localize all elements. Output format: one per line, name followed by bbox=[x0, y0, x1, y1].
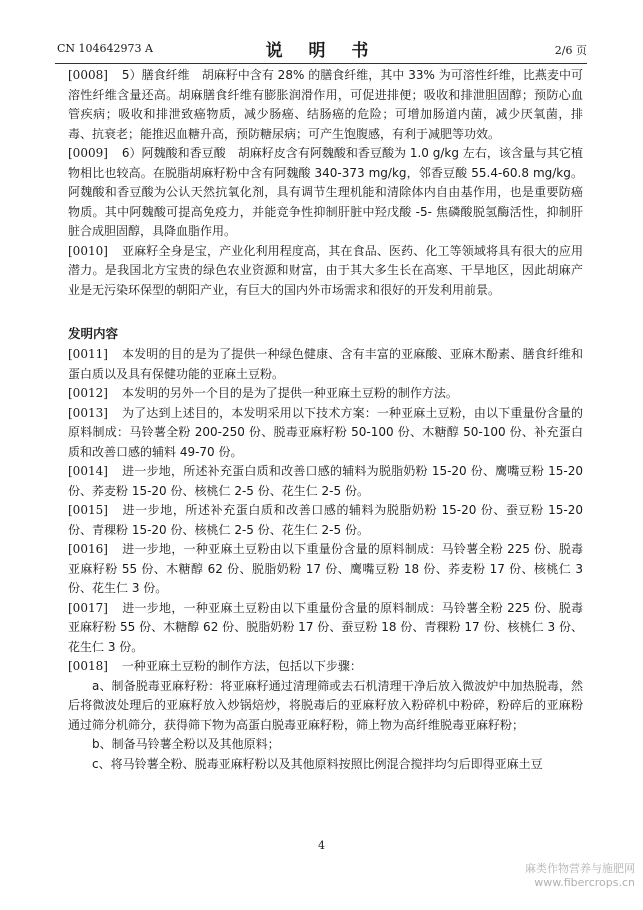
paragraph-number: [0008] bbox=[68, 68, 108, 82]
step-a: a、制备脱毒亚麻籽粉：将亚麻籽通过清理筛或去石机清理干净后放入微波炉中加热脱毒，然后将微波处理后的亚麻籽放入炒锅焙炒，将脱毒后的亚麻籽放入粉碎机中粉碎，粉碎后的亚麻粉通过筛分机筛分，获得筛下物为高蛋白脱毒亚麻籽粉，筛上物为高纤维脱毒亚麻籽粉； bbox=[68, 678, 583, 732]
paragraph-number: [0016] bbox=[68, 542, 108, 556]
page-count: 2/6 页 bbox=[554, 44, 587, 57]
section-heading: 发明内容 bbox=[68, 326, 119, 341]
paragraph-0008 bbox=[68, 66, 583, 144]
paragraph-number: [0011] bbox=[68, 347, 108, 361]
paragraph-number: [0017] bbox=[68, 600, 108, 615]
paragraph-text: 进一步地，所述补充蛋白质和改善口感的辅料为脱脂奶粉 15-20 份、蚕豆粉 15-20 份、青稞粉 15-20 份、核桃仁 2-5 份、花生仁 2-5 份。 bbox=[68, 503, 583, 537]
step-c: c、将马铃薯全粉、脱毒亚麻籽粉以及其他原料按照比例混合搅拌均匀后即得亚麻土豆 bbox=[92, 756, 543, 771]
paragraph-text: 进一步地，一种亚麻土豆粉由以下重量份含量的原料制成：马铃薯全粉 225 份、脱毒亚麻籽粉 55 份、木糖醇 62 份、脱脂奶粉 17 份、蚕豆粉 18 份、青稞粉 17 份、核桃仁 3 份、花生仁 3 份。 bbox=[68, 600, 583, 654]
paragraph-number: [0014] bbox=[68, 464, 108, 478]
header-divider bbox=[55, 63, 587, 64]
paragraph-number: [0018] bbox=[68, 659, 108, 673]
paragraph-0018 bbox=[68, 657, 583, 677]
paragraph-text: 亚麻籽全身是宝，产业化利用程度高，其在食品、医药、化工等领域将具有很大的应用潜力。是我国北方宝贵的绿色农业资源和财富，由于其大多生长在高寒、干旱地区，因此胡麻产业是无污染环保型的朝阳产业，有巨大的国内外市场需求和很好的开发利用前景。 bbox=[68, 243, 583, 297]
page-header bbox=[57, 36, 587, 62]
paragraph-number: [0010] bbox=[68, 243, 108, 258]
step-b: b、制备马铃薯全粉以及其他原料； bbox=[92, 737, 280, 751]
watermark bbox=[525, 862, 635, 890]
patent-number: CN 104642973 A bbox=[57, 42, 153, 55]
paragraph-0016 bbox=[68, 540, 583, 599]
paragraph-0015 bbox=[68, 501, 583, 540]
paragraph-text: 一种亚麻土豆粉的制作方法，包括以下步骤： bbox=[121, 659, 362, 673]
paragraph-0013 bbox=[68, 404, 583, 463]
paragraph-0009 bbox=[68, 144, 583, 242]
paragraph-text: 本发明的目的是为了提供一种绿色健康、含有丰富的亚麻酸、亚麻木酚素、膳食纤维和蛋白质以及具有保健功能的亚麻土豆粉。 bbox=[68, 347, 583, 381]
watermark-url: www.fibercrops.cn bbox=[534, 876, 635, 889]
paragraph-number: [0015] bbox=[68, 503, 108, 517]
document-title: 说 明 书 bbox=[265, 41, 379, 61]
page-number: 4 bbox=[318, 839, 325, 852]
paragraph-number: [0012] bbox=[68, 386, 108, 400]
paragraph-0014 bbox=[68, 462, 583, 501]
paragraph-0012 bbox=[68, 384, 583, 404]
paragraph-number: [0009] bbox=[68, 146, 108, 160]
paragraph-0011 bbox=[68, 345, 583, 384]
paragraph-text: 本发明的另外一个目的是为了提供一种亚麻土豆粉的制作方法。 bbox=[121, 386, 458, 400]
paragraph-text: 进一步地，一种亚麻土豆粉由以下重量份含量的原料制成：马铃薯全粉 225 份、脱毒亚麻籽粉 55 份、木糖醇 62 份、脱脂奶粉 17 份、鹰嘴豆粉 18 份、荞麦粉 17 份、核桃仁 3 份、花生仁 3 份。 bbox=[68, 542, 583, 595]
watermark-site-name: 麻类作物营养与施肥网 bbox=[525, 862, 635, 875]
paragraph-number: [0013] bbox=[68, 405, 108, 420]
paragraph-text: 进一步地，所述补充蛋白质和改善口感的辅料为脱脂奶粉 15-20 份、鹰嘴豆粉 15-20 份、荞麦粉 15-20 份、核桃仁 2-5 份、花生仁 2-5 份。 bbox=[68, 464, 583, 498]
paragraph-text: 6）阿魏酸和香豆酸 胡麻籽皮含有阿魏酸和香豆酸为 1.0 g/kg 左右，该含量与其它植物相比也较高。在脱脂胡麻籽粉中含有阿魏酸 340-373 mg/kg，邻香豆酸 55.4-60.8 mg/kg。阿魏酸和香豆酸为公认天然抗氧化剂，具有调节生理机能和清除体内自由基作用，也是重要防癌物质。其中阿魏酸可提高免疫力，并能竞争性抑制肝脏中羟戊酸 -5- 焦磷酸脱氢酶活性，抑制肝脏合成胆固醇，具降血脂作用。 bbox=[68, 146, 583, 238]
document-body bbox=[68, 66, 583, 774]
paragraph-0010 bbox=[68, 242, 583, 301]
paragraph-text: 为了达到上述目的，本发明采用以下技术方案：一种亚麻土豆粉，由以下重量份含量的原料制成：马铃薯全粉 200-250 份、脱毒亚麻籽粉 50-100 份、木糖醇 50-100 份、补充蛋白质和改善口感的辅料 49-70 份。 bbox=[68, 405, 583, 459]
paragraph-0017 bbox=[68, 599, 583, 658]
paragraph-text: 5）膳食纤维 胡麻籽中含有 28% 的膳食纤维，其中 33% 为可溶性纤维，比燕麦中可溶性纤维含量还高。胡麻膳食纤维有膨胀润滑作用，可促进排便；吸收和排泄胆固醇；预防心血管疾病；吸收和排泄致癌物质，减少肠癌、结肠癌的危险；可增加肠道内菌，减少厌氧菌，排毒、抗衰老；能推迟血糖升高，预防糖尿病；可产生饱腹感，有利于减肥等功效。 bbox=[68, 68, 583, 141]
